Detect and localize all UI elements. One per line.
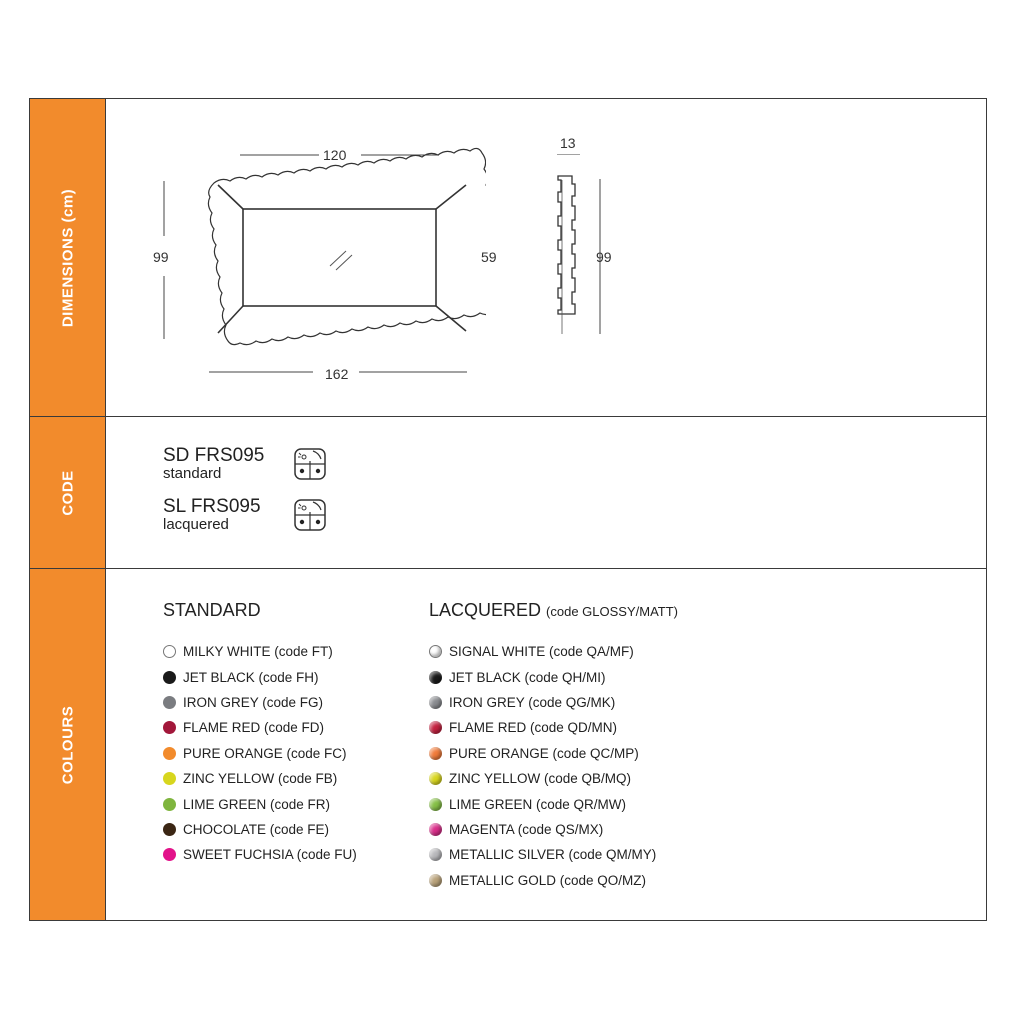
product-spec-sheet — [29, 98, 987, 921]
colour-dot — [429, 671, 442, 684]
colour-swatch-item — [163, 817, 357, 842]
colour-label: CHOCOLATE (code FE) — [183, 821, 330, 837]
colour-label: SWEET FUCHSIA (code FU) — [183, 847, 357, 863]
colour-label: JET BLACK (code QH/MI) — [449, 669, 606, 685]
dim-bottom-width: 162 — [325, 366, 349, 382]
dimensions-label: DIMENSIONS (cm) — [59, 188, 76, 327]
code-entry-standard — [163, 446, 264, 482]
colour-label: FLAME RED (code FD) — [183, 720, 325, 736]
colour-swatch-item — [429, 690, 656, 715]
colour-dot — [429, 645, 442, 658]
colour-label: ZINC YELLOW (code QB/MQ) — [449, 771, 632, 787]
colour-dot — [429, 696, 442, 709]
colour-swatch-item — [163, 664, 357, 689]
standard-title: STANDARD — [163, 600, 261, 620]
colours-label: COLOURS — [59, 705, 76, 784]
colour-dot — [163, 671, 176, 684]
colour-swatch-item — [429, 817, 656, 842]
colour-dot — [429, 747, 442, 760]
code-section — [30, 417, 986, 569]
colour-swatch-item — [429, 868, 656, 893]
code-entry-lacquered — [163, 497, 261, 533]
indoor-outdoor-icon — [293, 498, 327, 532]
colour-label: LIME GREEN (code FR) — [183, 796, 331, 812]
dim-depth: 13 — [560, 135, 576, 151]
colour-dot — [163, 747, 176, 760]
lacquered-title: LACQUERED — [429, 600, 542, 620]
colour-swatch-item — [163, 741, 357, 766]
colour-label: FLAME RED (code QD/MN) — [449, 720, 618, 736]
colour-dot — [163, 772, 176, 785]
dim-inner-height: 59 — [481, 249, 497, 265]
colour-swatch-item — [163, 842, 357, 867]
colour-dot — [429, 874, 442, 887]
colour-label: PURE ORANGE (code QC/MP) — [449, 745, 639, 761]
colour-dot — [429, 721, 442, 734]
colour-label: IRON GREY (code QG/MK) — [449, 694, 616, 710]
colour-swatch-item — [163, 690, 357, 715]
mirror-front-view-drawing — [156, 139, 486, 389]
colour-swatch-item — [429, 766, 656, 791]
dim-side-height: 99 — [596, 249, 612, 265]
colour-label: PURE ORANGE (code FC) — [183, 745, 347, 761]
colour-label: JET BLACK (code FH) — [183, 669, 319, 685]
dimensions-label-bar — [30, 99, 106, 416]
colour-dot — [429, 848, 442, 861]
product-finish: lacquered — [163, 516, 229, 533]
colour-label: MILKY WHITE (code FT) — [183, 644, 333, 660]
product-code: SL FRS095 — [163, 496, 261, 517]
colour-swatch-item — [429, 664, 656, 689]
colour-dot — [163, 798, 176, 811]
product-finish: standard — [163, 465, 222, 482]
lacquered-subtitle: (code GLOSSY/MATT) — [546, 604, 679, 619]
code-label: CODE — [59, 469, 76, 516]
product-code: SD FRS095 — [163, 445, 265, 466]
colour-swatch-item — [163, 766, 357, 791]
colour-swatch-item — [429, 842, 656, 867]
indoor-outdoor-icon — [293, 447, 327, 481]
colour-swatch-item — [429, 639, 656, 664]
colour-dot — [429, 772, 442, 785]
colours-label-bar — [30, 569, 106, 920]
colour-dot — [163, 823, 176, 836]
colour-dot — [429, 798, 442, 811]
colour-label: METALLIC GOLD (code QO/MZ) — [449, 872, 647, 888]
dim-outer-height: 99 — [153, 249, 169, 265]
colour-dot — [163, 645, 176, 658]
colour-label: SIGNAL WHITE (code QA/MF) — [449, 644, 634, 660]
lacquered-colour-list — [429, 639, 656, 893]
colour-dot — [163, 696, 176, 709]
colour-dot — [429, 823, 442, 836]
lacquered-title-group — [429, 600, 678, 621]
colour-label: MAGENTA (code QS/MX) — [449, 821, 604, 837]
colours-section — [30, 569, 986, 920]
colour-label: IRON GREY (code FG) — [183, 694, 324, 710]
colour-swatch-item — [429, 715, 656, 740]
colour-swatch-item — [429, 741, 656, 766]
colour-label: METALLIC SILVER (code QM/MY) — [449, 847, 657, 863]
colour-swatch-item — [163, 791, 357, 816]
dimensions-section — [30, 99, 986, 417]
colour-swatch-item — [429, 791, 656, 816]
dim-top-width: 120 — [323, 147, 347, 163]
standard-colour-list — [163, 639, 357, 868]
colour-swatch-item — [163, 715, 357, 740]
colour-label: LIME GREEN (code QR/MW) — [449, 796, 627, 812]
colour-dot — [163, 848, 176, 861]
code-label-bar — [30, 417, 106, 568]
colour-dot — [163, 721, 176, 734]
colour-label: ZINC YELLOW (code FB) — [183, 771, 338, 787]
colour-swatch-item — [163, 639, 357, 664]
